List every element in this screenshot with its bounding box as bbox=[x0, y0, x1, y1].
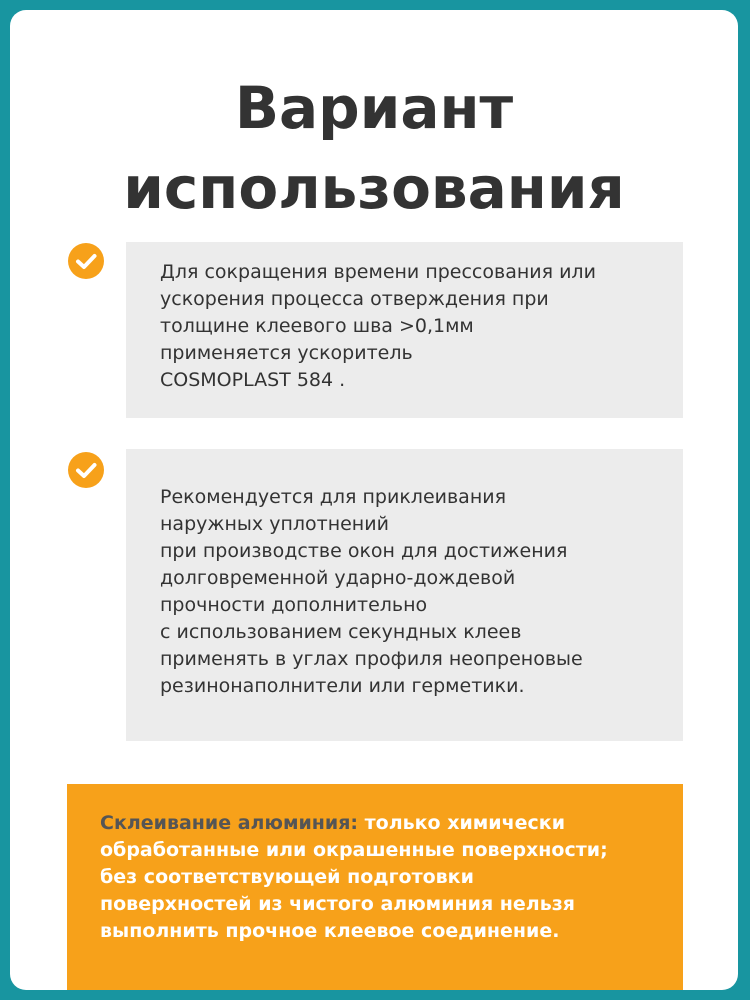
usage-text-line: COSMOPLAST 584 . bbox=[160, 369, 346, 391]
note-line: поверхностей из чистого алюминия нельзя bbox=[100, 893, 575, 915]
info-card bbox=[10, 10, 738, 990]
usage-text-line: применяется ускоритель bbox=[160, 342, 413, 364]
note-line: без соответствующей подготовки bbox=[100, 866, 474, 888]
usage-text-line: наружных уплотнений bbox=[160, 513, 389, 535]
check-circle-icon bbox=[68, 452, 104, 488]
note-line: обработанные или окрашенные поверхности; bbox=[100, 839, 608, 861]
usage-text-line: Для сокращения времени прессования или bbox=[160, 261, 596, 283]
usage-box-seals bbox=[126, 449, 683, 741]
page-title bbox=[10, 68, 738, 228]
usage-text-line: с использованием секундных клеев bbox=[160, 621, 522, 643]
usage-text-line: Рекомендуется для приклеивания bbox=[160, 486, 507, 508]
check-circle-icon bbox=[68, 243, 104, 279]
note-line-rest: только химически bbox=[358, 812, 566, 834]
usage-text-line: ускорения процесса отверждения при bbox=[160, 288, 549, 310]
title-line-2: использования bbox=[123, 154, 625, 222]
usage-text-line: применять в углах профиля неопреновые bbox=[160, 648, 583, 670]
usage-text-line: долговременной ударно-дождевой bbox=[160, 567, 516, 589]
usage-text-line: резинонаполнители или герметики. bbox=[160, 675, 525, 697]
note-lead: Склеивание алюминия: bbox=[100, 812, 359, 834]
aluminium-warning-note bbox=[67, 784, 683, 990]
note-line bbox=[100, 810, 683, 837]
usage-text-line: прочности дополнительно bbox=[160, 594, 428, 616]
usage-box-accelerator bbox=[126, 242, 683, 418]
title-line-1: Вариант bbox=[234, 74, 514, 142]
usage-text-line: при производстве окон для достижения bbox=[160, 540, 568, 562]
usage-text-line: толщине клеевого шва >0,1мм bbox=[160, 315, 474, 337]
note-line: выполнить прочное клеевое соединение. bbox=[100, 920, 560, 942]
